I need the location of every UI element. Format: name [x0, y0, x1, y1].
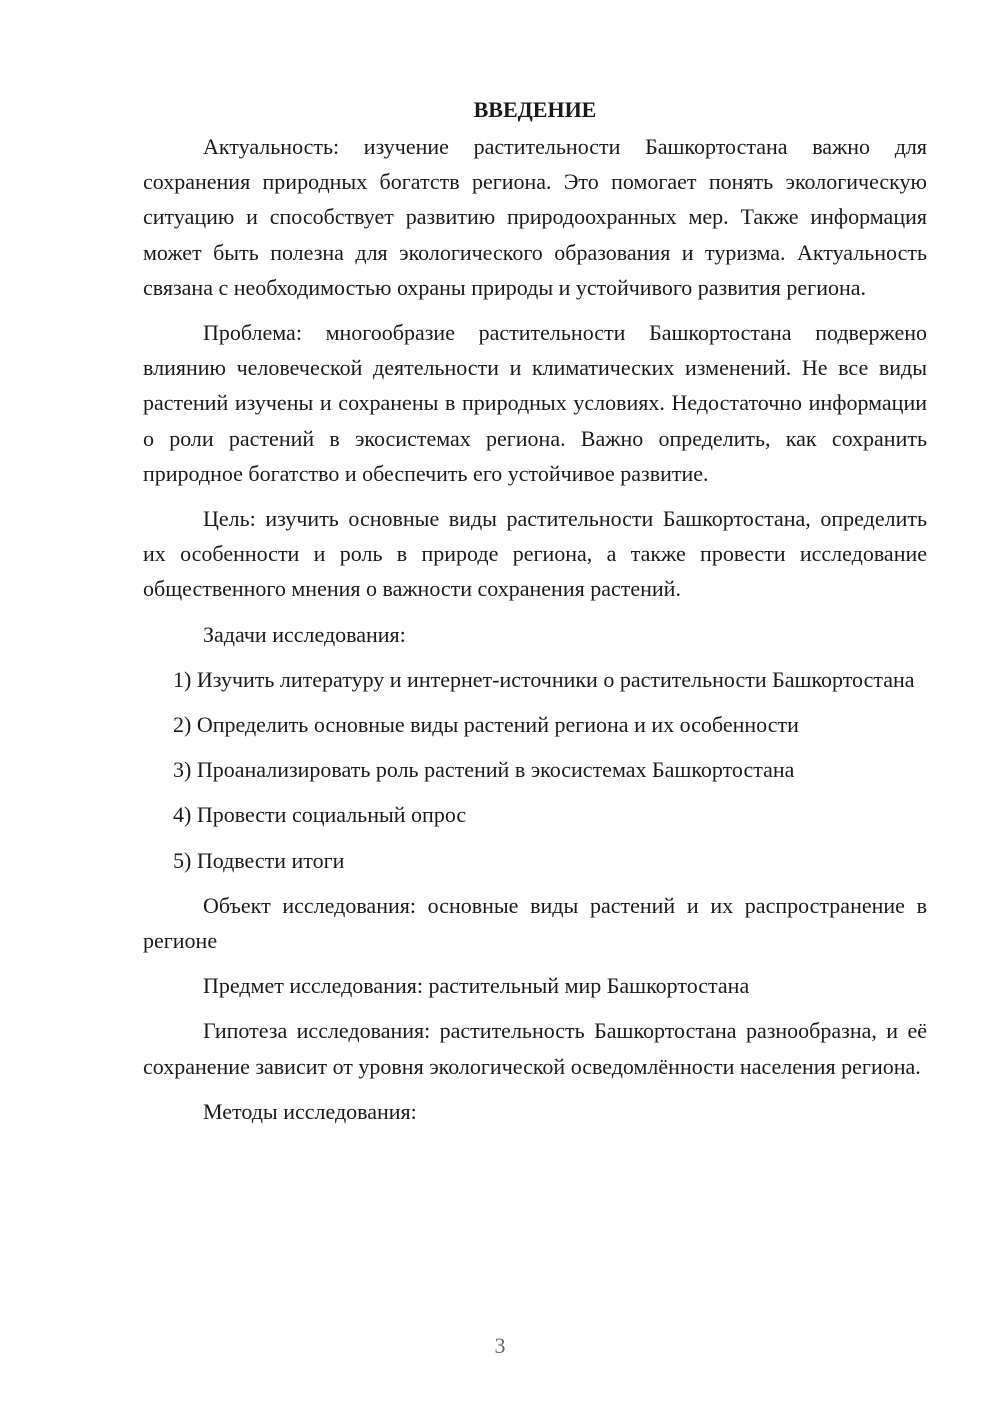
- page-number: 3: [494, 1333, 506, 1358]
- goal-paragraph: Цель: изучить основные виды растительности Башкортостана, определить их особенности и роль в природе региона, а также провести исследование общественного мнения о важности сохранения растений.: [143, 506, 927, 602]
- tasks-heading: Задачи исследования:: [203, 621, 406, 647]
- subject-paragraph: Предмет исследования: растительный мир Башкортостана: [203, 973, 750, 999]
- task-item-5: 5) Подвести итоги: [173, 847, 345, 873]
- task-item-3: 3) Проанализировать роль растений в экосистемах Башкортостана: [173, 757, 795, 783]
- section-title: ВВЕДЕНИЕ: [473, 97, 597, 122]
- task-item-2: 2) Определить основные виды растений региона и их особенности: [173, 712, 799, 738]
- task-item-4: 4) Провести социальный опрос: [173, 802, 467, 828]
- methods-heading: Методы исследования:: [203, 1098, 417, 1124]
- document-page: [143, 95, 927, 1139]
- task-item-1: 1) Изучить литературу и интернет-источники о растительности Башкортостана: [173, 666, 915, 692]
- problem-paragraph: Проблема: многообразие растительности Башкортостана подвержено влиянию человеческой деятельности и климатических изменений. Не все виды растений изучены и сохранены в природных условиях. Недостаточно информации о роли растений в экосистемах региона. Важно определить, как сохранить природное богатство и обеспечить его устойчивое развитие.: [143, 320, 927, 486]
- relevance-paragraph: Актуальность: изучение растительности Башкортостана важно для сохранения природных богатств региона. Это помогает понять экологическую ситуацию и способствует развитию природоохранных мер. Также информация может быть полезна для экологического образования и туризма. Актуальность связана с необходимостью охраны природы и устойчивого развития региона.: [143, 134, 927, 300]
- hypothesis-paragraph: Гипотеза исследования: растительность Башкортостана разнообразна, и её сохранение зависит от уровня экологической осведомлённости населения региона.: [143, 1018, 927, 1079]
- object-paragraph: Объект исследования: основные виды растений и их распространение в регионе: [143, 892, 927, 954]
